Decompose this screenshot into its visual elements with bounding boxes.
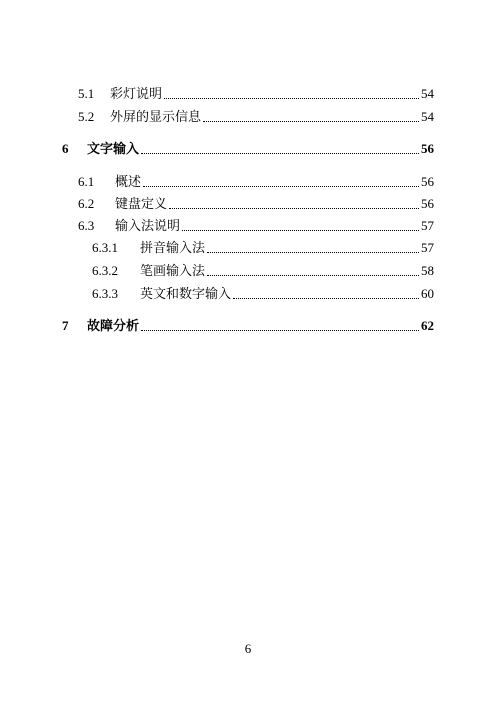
- toc-title: 彩灯说明: [110, 86, 163, 101]
- toc-page: 57: [421, 240, 434, 255]
- toc-number: 6: [62, 141, 69, 156]
- toc-title: 概述: [115, 174, 142, 189]
- toc-page: 54: [421, 86, 434, 101]
- toc-leader: [169, 208, 419, 209]
- toc-leader: [143, 186, 419, 187]
- toc-title: 拼音输入法: [140, 240, 206, 255]
- toc-number: 5.1: [78, 86, 95, 101]
- toc-page: 60: [421, 286, 434, 301]
- toc-number: 6.2: [78, 196, 95, 211]
- toc-number: 6.1: [78, 174, 95, 189]
- toc-page: 54: [421, 109, 434, 124]
- toc-entry-6-3-1[interactable]: [92, 240, 434, 256]
- toc-number: 6.3.1: [92, 240, 118, 255]
- toc-leader: [203, 121, 419, 122]
- toc-leader: [207, 252, 419, 253]
- toc-entry-6-3[interactable]: [78, 218, 434, 234]
- toc-leader: [233, 298, 419, 299]
- toc-title: 外屏的显示信息: [110, 109, 202, 124]
- toc-entry-6[interactable]: [62, 141, 434, 157]
- toc-title: 笔画输入法: [140, 263, 206, 278]
- toc-leader: [141, 330, 419, 331]
- toc-number: 5.2: [78, 109, 95, 124]
- toc-entry-7[interactable]: [62, 318, 434, 334]
- toc-leader: [141, 153, 419, 154]
- toc-page: 62: [421, 318, 434, 333]
- toc-number: 6.3.2: [92, 263, 118, 278]
- toc-leader: [182, 230, 419, 231]
- toc-number: 6.3.3: [92, 286, 118, 301]
- toc-page: 58: [421, 263, 434, 278]
- toc-title: 文字输入: [87, 141, 140, 156]
- toc-title: 故障分析: [87, 318, 140, 333]
- toc-leader: [164, 98, 419, 99]
- toc-page: 56: [421, 196, 434, 211]
- toc-leader: [207, 275, 419, 276]
- page-number: 6: [244, 641, 252, 656]
- toc-entry-6-2[interactable]: [78, 196, 434, 212]
- toc-entry-5-2[interactable]: [78, 109, 434, 125]
- toc-title: 键盘定义: [115, 196, 168, 211]
- toc-page: 57: [421, 218, 434, 233]
- toc-number: 6.3: [78, 218, 95, 233]
- toc-entry-6-3-2[interactable]: [92, 263, 434, 279]
- toc-entry-6-3-3[interactable]: [92, 286, 434, 302]
- toc-entry-5-1[interactable]: [78, 86, 434, 102]
- toc-page: 56: [421, 174, 434, 189]
- toc-entry-6-1[interactable]: [78, 174, 434, 190]
- toc-title: 输入法说明: [115, 218, 181, 233]
- toc-page: 56: [421, 141, 434, 156]
- toc-number: 7: [62, 318, 69, 333]
- toc-title: 英文和数字输入: [140, 286, 232, 301]
